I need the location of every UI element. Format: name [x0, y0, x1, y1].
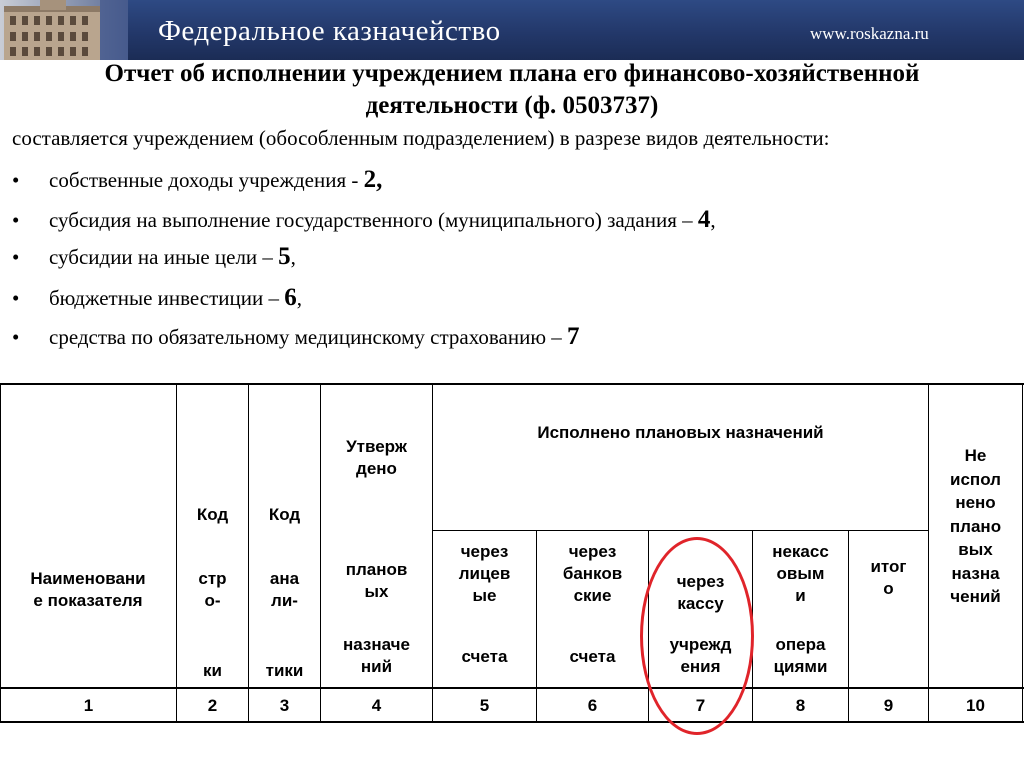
table-col-line [1022, 383, 1023, 723]
bullet-icon: • [12, 286, 20, 310]
bullet-icon: • [12, 208, 20, 232]
bullet-icon: • [12, 168, 20, 192]
header-banner [0, 0, 1024, 60]
column-number: 1 [83, 696, 94, 715]
building-image [0, 0, 128, 60]
table-subheader-divider [432, 530, 928, 531]
page-title-line-1: Отчет об исполнении учреждением плана его финансово-хозяйственной [104, 60, 920, 87]
header-personal-accounts-bottom: счета [461, 647, 508, 666]
header-cash-top: через кассу [676, 572, 725, 613]
header-analytics-code-top: Код [268, 505, 301, 524]
column-number: 5 [479, 696, 490, 715]
list-item: • собственные доходы учреждения - 2, [12, 166, 383, 193]
header-approved-mid: планов ых [345, 560, 408, 601]
header-indicator-name: Наименовани е показателя [30, 569, 146, 610]
header-analytics-code-mid: ана ли- [269, 569, 300, 610]
header-line-code-bottom: ки [203, 661, 222, 680]
agency-title: Федеральное казначейство [158, 15, 501, 47]
column-number: 3 [279, 696, 290, 715]
list-item: • субсидия на выполнение государственного (муниципального) задания – 4, [12, 206, 716, 233]
column-number: 6 [587, 696, 598, 715]
header-approved-bottom: назначе ний [342, 635, 410, 676]
header-not-executed: Не испол нено плано вых назна чений [949, 446, 1002, 606]
column-number: 4 [371, 696, 382, 715]
page-title-line-2: деятельности (ф. 0503737) [365, 92, 659, 119]
website-link[interactable]: www.roskazna.ru [810, 24, 929, 43]
bullet-icon: • [12, 325, 20, 349]
header-personal-accounts-top: через лицев ые [458, 542, 511, 605]
table-col-line [0, 383, 1, 723]
list-item: • субсидии на иные цели – 5, [12, 243, 296, 270]
header-executed: Исполнено плановых назначений [537, 423, 824, 442]
column-number: 8 [795, 696, 806, 715]
page-title [20, 58, 1004, 122]
header-approved-top: Утверж дено [346, 437, 407, 478]
header-line-code-top: Код [196, 505, 229, 524]
list-item: • бюджетные инвестиции – 6, [12, 284, 302, 311]
column-number: 9 [883, 696, 894, 715]
header-total: итог о [870, 557, 907, 598]
header-cash-bottom: учрежд ения [669, 635, 732, 676]
bullet-icon: • [12, 245, 20, 269]
header-bank-accounts-top: через банков ские [562, 542, 623, 605]
highlight-ellipse [640, 537, 754, 735]
column-number: 10 [966, 696, 985, 715]
list-item: • средства по обязательному медицинскому страхованию – 7 [12, 323, 580, 350]
table-border-top [0, 383, 1024, 385]
column-number: 2 [207, 696, 218, 715]
header-noncash-bottom: опера циями [773, 635, 828, 676]
header-analytics-code-bottom: тики [265, 661, 304, 680]
intro-text: составляется учреждением (обособленным подразделением) в разрезе видов деятельности: [12, 126, 830, 150]
header-line-code-mid: стр о- [198, 569, 227, 610]
column-number: 7 [695, 696, 706, 715]
table-border-bottom [0, 721, 1024, 723]
header-noncash-top: некасс овым и [772, 542, 829, 605]
header-bank-accounts-bottom: счета [569, 647, 616, 666]
table-header-divider [0, 687, 1024, 689]
